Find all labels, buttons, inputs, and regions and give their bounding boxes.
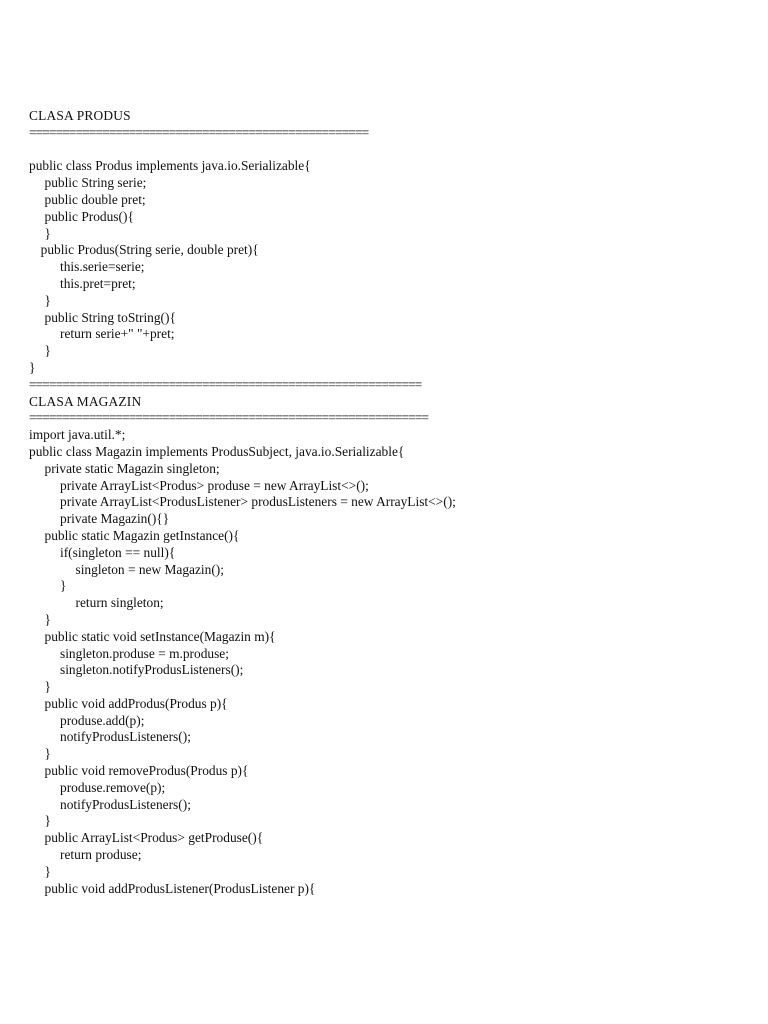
code-line: return singleton; (75, 595, 164, 611)
code-line: public class Magazin implements ProdusSubject, java.io.Serializable{ (29, 443, 405, 459)
code-line: public ArrayList<Produs> getProduse(){ (44, 830, 264, 846)
code-line: private Magazin(){} (60, 511, 170, 527)
code-line: } (44, 292, 51, 308)
code-line: public class Produs implements java.io.Serializable{ (29, 158, 311, 174)
code-line: } (44, 225, 51, 241)
code-line: private ArrayList<ProdusListener> produsListeners = new ArrayList<>(); (60, 494, 456, 510)
code-line: produse.remove(p); (60, 779, 166, 795)
code-line: public static Magazin getInstance(){ (44, 527, 240, 543)
section-heading: CLASA MAGAZIN (29, 393, 142, 409)
code-line: this.pret=pret; (60, 275, 136, 291)
code-line: } (44, 343, 51, 359)
code-line: notifyProdusListeners(); (60, 796, 191, 812)
separator-line: ============================================================ (29, 410, 429, 426)
document-page (29, 108, 749, 897)
code-line: public Produs(){ (44, 208, 134, 224)
section-heading: CLASA PRODUS (29, 108, 131, 123)
code-line: } (44, 746, 51, 762)
code-line: } (60, 578, 67, 594)
separator-line: =================================================== (29, 124, 369, 140)
code-line: produse.add(p); (60, 712, 145, 728)
code-line: notifyProdusListeners(); (60, 729, 191, 745)
code-line: singleton = new Magazin(); (75, 561, 224, 577)
code-line: private ArrayList<Produs> produse = new ArrayList<>(); (60, 477, 369, 493)
code-line: public String serie; (44, 175, 147, 191)
code-line: } (29, 359, 36, 375)
code-line: public Produs(String serie, double pret){ (40, 242, 259, 258)
code-line: return produse; (60, 847, 142, 863)
code-line: } (44, 679, 51, 695)
separator-line: =========================================================== (29, 376, 422, 392)
code-line: public static void setInstance(Magazin m){ (44, 628, 276, 644)
code-line: public void addProdus(Produs p){ (44, 695, 228, 711)
code-line: } (44, 813, 51, 829)
blank-line (29, 142, 749, 159)
code-line: if(singleton == null){ (60, 544, 176, 560)
code-line: } (44, 863, 51, 879)
code-line: public String toString(){ (44, 309, 176, 325)
code-line: private static Magazin singleton; (44, 460, 220, 476)
code-line: public void removeProdus(Produs p){ (44, 763, 249, 779)
code-line: singleton.produse = m.produse; (60, 645, 229, 661)
code-line: import java.util.*; (29, 427, 126, 443)
code-line: return serie+" "+pret; (60, 326, 175, 342)
code-line: this.serie=serie; (60, 259, 145, 275)
code-line: singleton.notifyProdusListeners(); (60, 662, 244, 678)
code-line: public void addProdusListener(ProdusListener p){ (44, 880, 316, 896)
code-line: } (44, 611, 51, 627)
code-line: public double pret; (44, 191, 146, 207)
